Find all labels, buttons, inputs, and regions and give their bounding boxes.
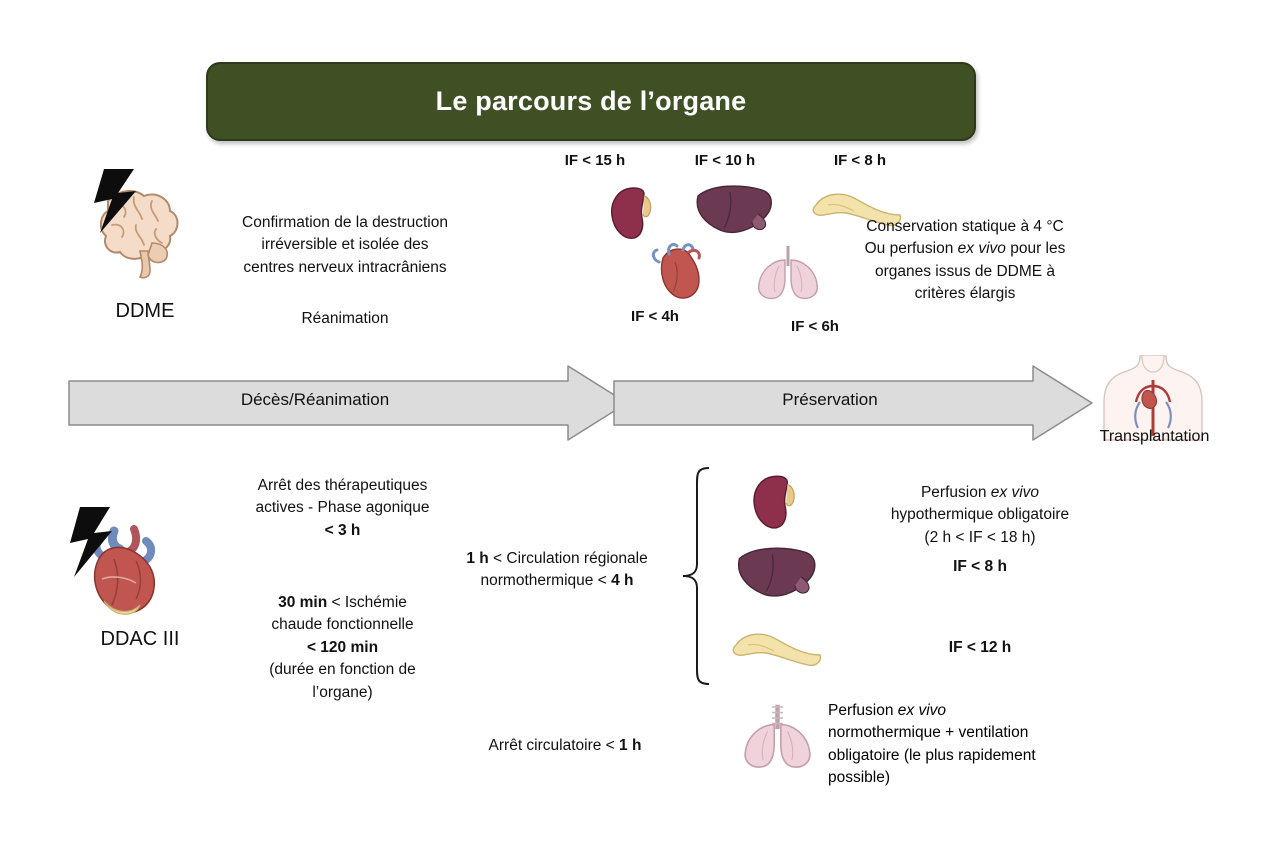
- ddac-circulatory-arrest-label: Arrêt circulatoire < 1 h: [488, 737, 642, 754]
- ddme-heart-time: IF < 4h: [631, 308, 679, 325]
- ddac-pancreas-time: IF < 12 h: [948, 639, 1012, 656]
- ddac-withdrawal-line-3: < 3 h: [324, 521, 361, 539]
- pancreas-icon-ddac: [728, 625, 828, 685]
- ddac-label: DDAC III: [100, 628, 180, 650]
- ddac-withdrawal-text: [205, 475, 480, 542]
- ddme-label: DDME: [115, 300, 175, 322]
- ddac-warm-ischemia-line-4: (durée en fonction de: [269, 661, 416, 679]
- lungs-icon-ddac: [730, 700, 825, 778]
- ddac-kidney-note-line-3: (2 h < IF < 18 h): [924, 528, 1036, 546]
- ddac-warm-ischemia-line-5: l’organe): [312, 683, 373, 701]
- brain-svg: [78, 165, 213, 280]
- ddme-lungs-time: IF < 6h: [791, 318, 839, 335]
- ddme-preservation-line-4: critères élargis: [914, 285, 1016, 303]
- ddac-warm-ischemia-line-2: chaude fonctionnelle: [271, 616, 414, 634]
- ddac-lungs-note-line-2: normothermique + ventilation: [828, 724, 1029, 742]
- transplantation-label: Transplantation: [1099, 428, 1210, 445]
- ddac-warm-ischemia-text: [205, 592, 480, 704]
- ddme-description-line-3: centres nerveux intracrâniens: [243, 258, 447, 276]
- page-title: Le parcours de l’organe: [435, 86, 747, 116]
- ddac-kidney-note-line-1: Perfusion ex vivo: [920, 484, 1040, 501]
- ddac-withdrawal-line-2: actives - Phase agonique: [255, 499, 430, 517]
- ddac-warm-ischemia-line-1: 30 min < Ischémie: [278, 594, 407, 611]
- ddac-kidney-note: [855, 482, 1105, 549]
- ddme-description-line-1: Confirmation de la destruction: [242, 214, 448, 231]
- lungs-svg-ddac: [730, 700, 825, 778]
- liver-icon-ddac: [730, 540, 825, 612]
- liver-svg-ddac: [730, 540, 825, 612]
- organ-group-brace: [675, 466, 715, 686]
- lungs-svg: [745, 240, 831, 306]
- brace-svg: [675, 466, 715, 686]
- ddme-preservation-line-2: Ou perfusion ex vivo pour les: [864, 240, 1066, 258]
- ddme-description-line-2: irréversible et isolée des: [261, 236, 429, 254]
- ddac-lungs-note-line-1: Perfusion ex vivo: [828, 702, 947, 719]
- brain-with-lightning-icon: [78, 165, 213, 280]
- ddac-withdrawal-line-1: Arrêt des thérapeutiques: [257, 477, 428, 494]
- ddac-regional-perfusion-text: [432, 548, 682, 593]
- ddme-preservation-line-3: organes issus de DDME à: [874, 262, 1056, 280]
- page-title-banner: [206, 62, 976, 141]
- pancreas-svg-ddac: [728, 625, 828, 685]
- ddme-preservation-note: [840, 216, 1090, 306]
- ddme-kidney-time: IF < 15 h: [564, 152, 626, 169]
- ddme-preservation-line-1: Conservation statique à 4 °C: [866, 218, 1064, 235]
- ddac-lungs-note-line-4: possible): [828, 769, 891, 787]
- ddac-kidney-note-line-2: hypothermique obligatoire: [890, 506, 1070, 524]
- ddac-circulatory-arrest-text: [450, 735, 680, 757]
- ddme-description: [205, 212, 485, 279]
- ddac-regional-perfusion-line-1: 1 h < Circulation régionale: [466, 550, 648, 567]
- ddme-reanimation-label: Réanimation: [301, 310, 389, 327]
- ddac-heart-svg: [58, 505, 203, 635]
- ddme-pancreas-time: IF < 8 h: [833, 152, 887, 169]
- heart-with-lightning-icon: [58, 505, 203, 635]
- ddac-lungs-note: [828, 700, 1098, 790]
- heart-svg: [645, 238, 713, 306]
- ddme-liver-time: IF < 10 h: [694, 152, 756, 169]
- heart-icon-ddme: [645, 238, 713, 306]
- band-label-deces-reanimation: Décès/Réanimation: [240, 390, 390, 409]
- band-label-preservation: Préservation: [782, 390, 878, 409]
- ddac-lungs-note-line-3: obligatoire (le plus rapidement: [828, 746, 1036, 764]
- ddac-regional-perfusion-line-2: normothermique < 4 h: [480, 572, 634, 590]
- kidney-icon-ddac: [742, 468, 814, 540]
- lungs-icon-ddme: [745, 240, 831, 306]
- kidney-svg-ddac: [742, 468, 814, 540]
- ddac-warm-ischemia-line-3: < 120 min: [306, 638, 379, 656]
- ddac-liver-time: IF < 8 h: [953, 558, 1007, 575]
